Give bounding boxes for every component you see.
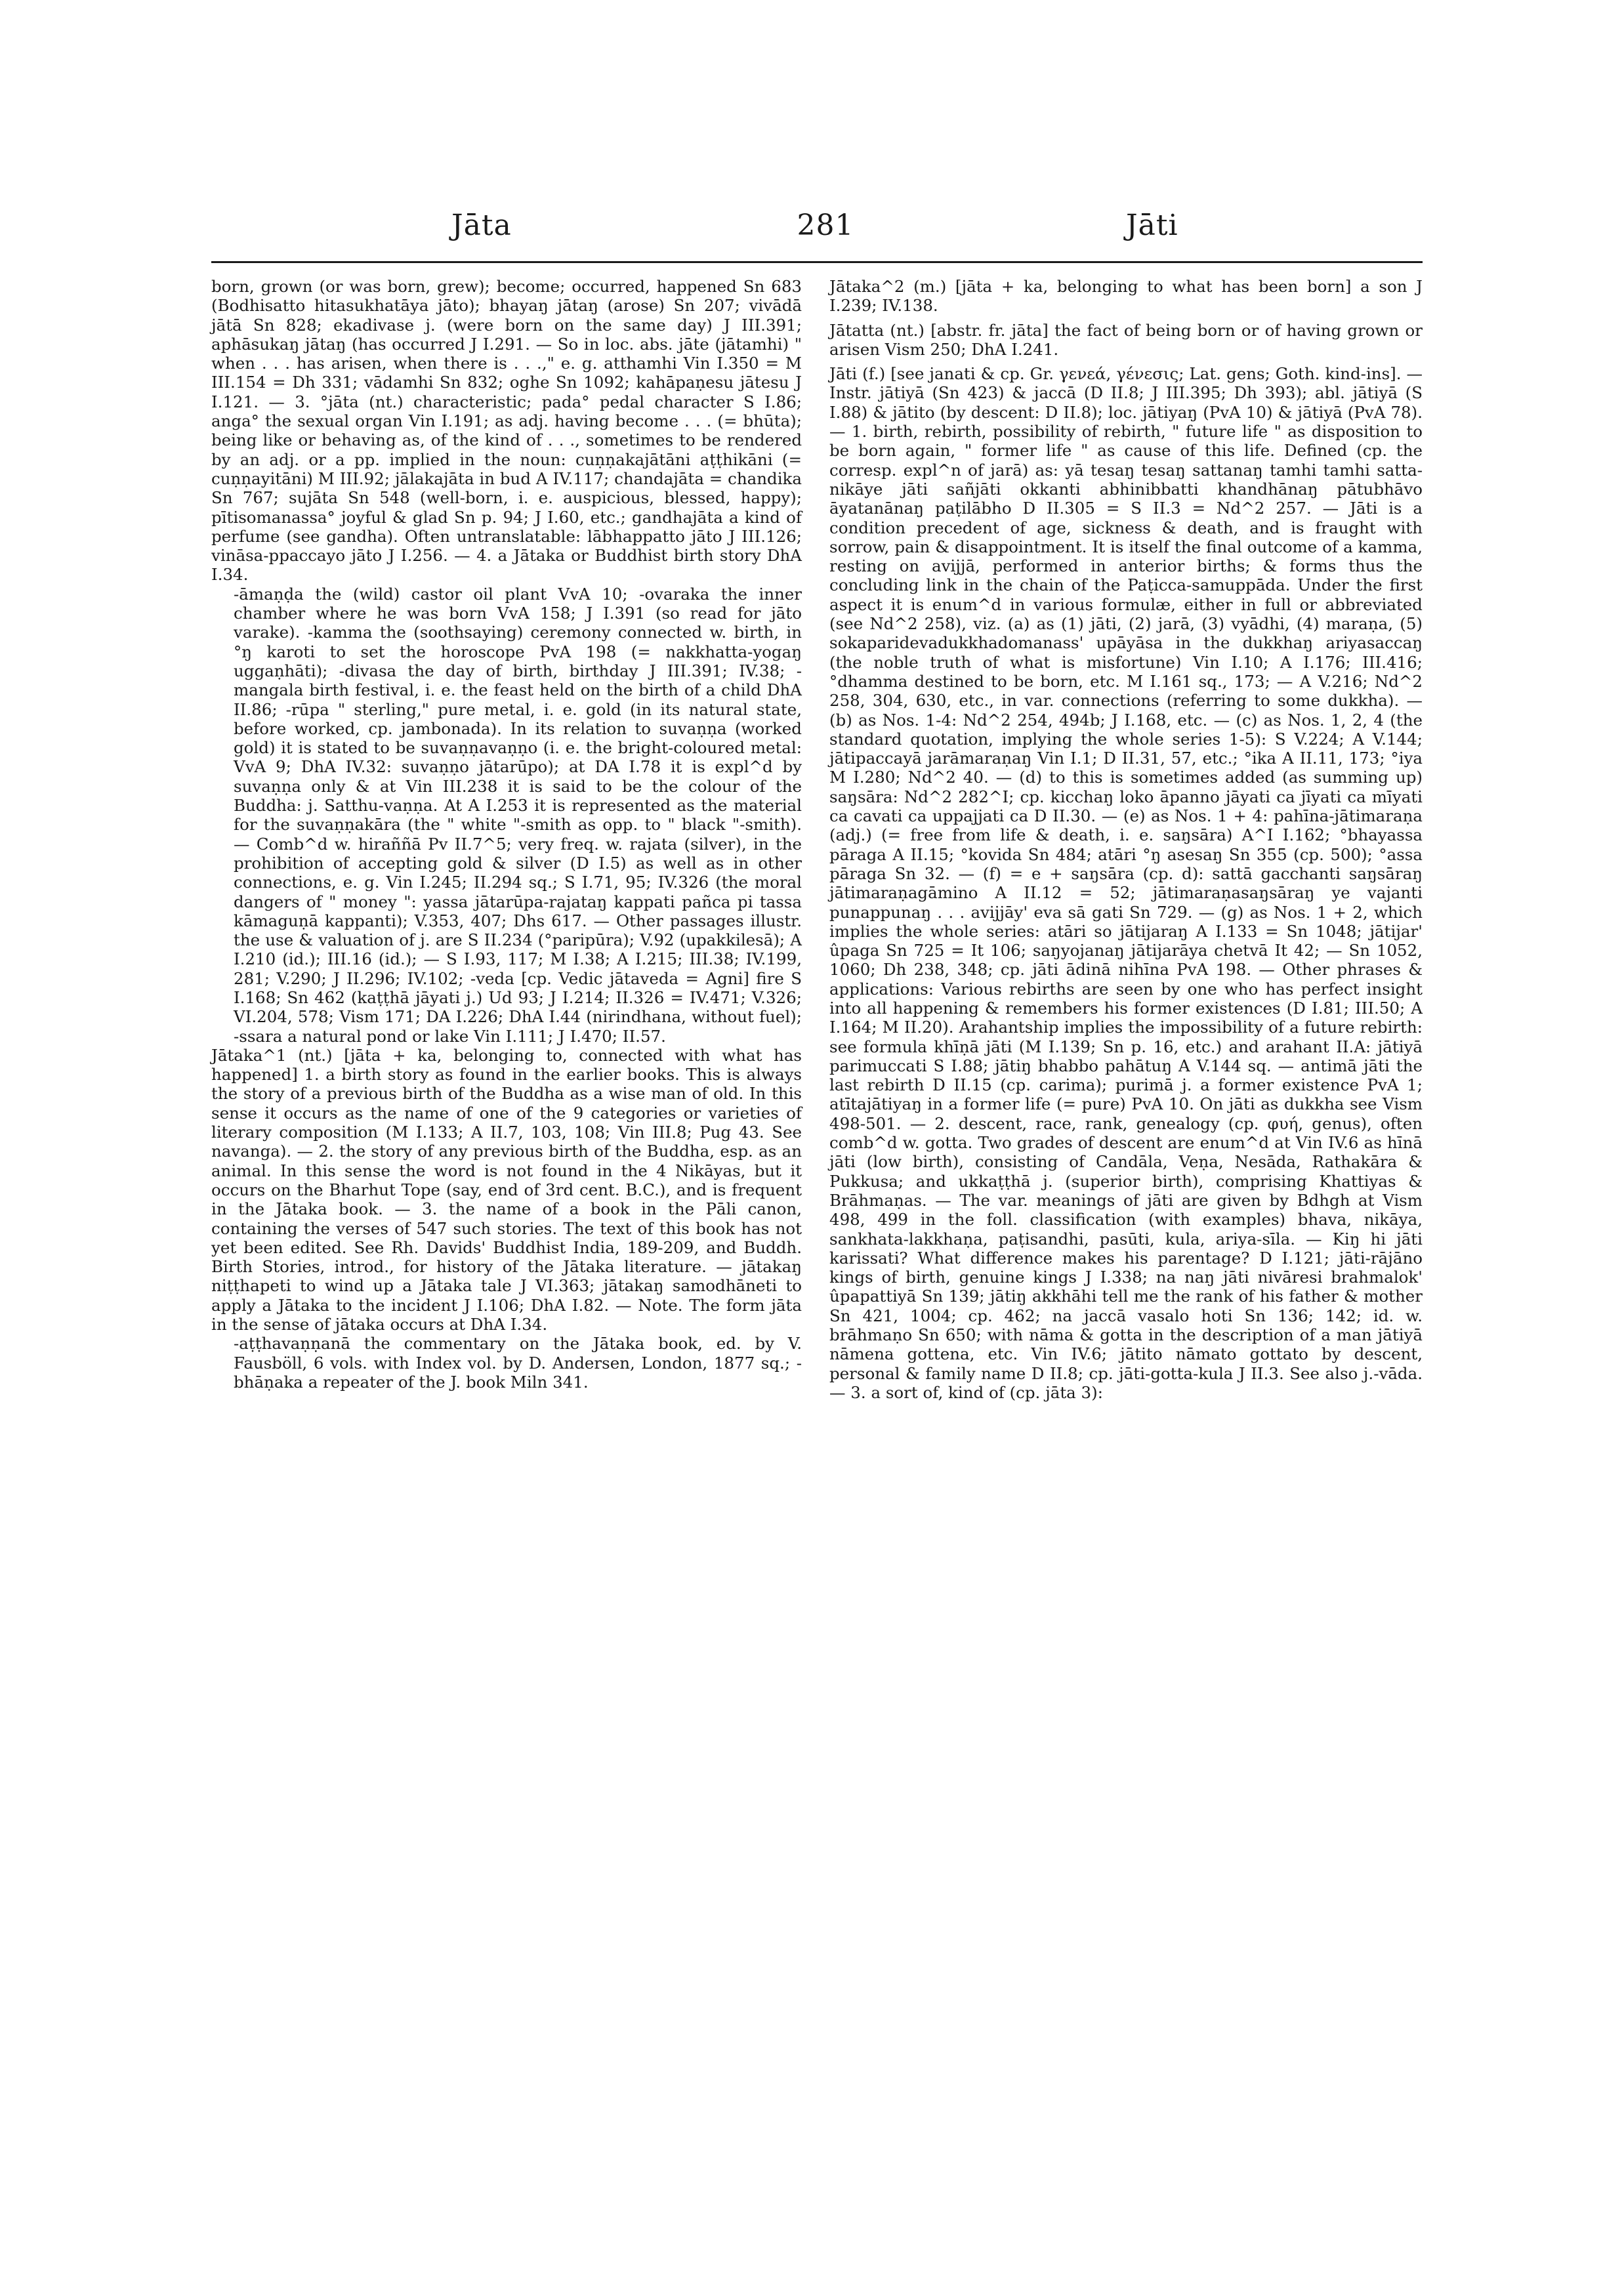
subentry-jata-compounds: -āmaṇḍa the (wild) castor oil plant VvA 10; -ovaraka the inner chamber where he was born VvA 158; J I.391 (so read for jāto varake). -kamma the (soothsaying) ceremony connected w. birth, in °ŋ karoti to set the horoscope PvA 198 (= nakkhatta-yogaŋ uggaṇhāti); -divasa the day of birth, birthday J III.391; IV.38; -mangala birth festival, i. e. the feast held on the birth of a child DhA II.86; -rūpa " sterling," pure metal, i. e. gold (in its natural state, before worked, cp. jambonada). In its relation to suvaṇṇa (worked gold) it is stated to be suvaṇṇavaṇṇo (i. e. the bright-coloured metal: VvA 9; DhA IV.32: suvaṇṇo jātarūpo); at DA I.78 it is expl^d by suvaṇṇa only & at Vin III.238 it is said to be the colour of the Buddha: j. Satthu-vaṇṇa. At A I.253 it is represented as the material for the suvaṇṇakāra (the " white "-smith as opp. to " black "-smith). — Comb^d w. hiraññā Pv II.7^5; very freq. w. rajata (silver), in the prohibition of accepting gold & silver (D I.5) as well as in other connections, e. g. Vin I.245; II.294 sq.; S I.71, 95; IV.326 (the moral dangers of " money ": yassa jātarūpa-rajataŋ kappati pañca pi tassa kāmaguṇā kappanti); V.353, 407; Dhs 617. — Other passages illustr. the use & valuation of j. are S II.234 (°paripūra); V.92 (upakkilesā); A I.210 (id.); III.16 (id.); — S I.93, 117; M I.38; A I.215; III.38; IV.199, 281; V.290; J II.296; IV.102; -veda [cp. Vedic jātaveda = Agni] fire S I.168; Sn 462 (kaṭṭhā jāyati j.) Ud 93; J I.214; II.326 = IV.471; V.326; VI.204, 578; Vism 171; DA I.226; DhA I.44 (nirindhana, without fuel); -ssara a natural pond or lake Vin I.111; J I.470; II.57. [234, 584, 802, 1046]
running-head-right: Jāti [1126, 209, 1178, 242]
subentry-jataka-compounds: -aṭṭhavaṇṇanā the commentary on the Jātaka book, ed. by V. Fausböll, 6 vols. with Index vol. by D. Andersen, London, 1877 sq.; -bhāṇaka a repeater of the J. book Miln 341. [234, 1334, 802, 1392]
right-column [829, 277, 1423, 1402]
entry-jataka-2: Jātaka^2 (m.) [jāta + ka, belonging to what has been born] a son J I.239; IV.138. [829, 277, 1423, 316]
header-rule [211, 261, 1423, 263]
entry-jata-continued: born, grown (or was born, grew); become; occurred, happened Sn 683 (Bodhisatto hitasukhatāya jāto); bhayaŋ jātaŋ (arose) Sn 207; vivādā jātā Sn 828; ekadivase j. (were born on the same day) J III.391; aphāsukaŋ jātaŋ (has occurred J I.291. — So in loc. abs. jāte (jātamhi) " when . . . has arisen, when there is . . .," e. g. atthamhi Vin I.350 = M III.154 = Dh 331; vādamhi Sn 832; oghe Sn 1092; kahāpaṇesu jātesu J I.121. — 3. °jāta (nt.) characteristic; pada° pedal character S I.86; anga° the sexual organ Vin I.191; as adj. having become . . . (= bhūta); being like or behaving as, of the kind of . . ., sometimes to be rendered by an adj. or a pp. implied in the noun: cuṇṇakajātāni aṭṭhikāni (= cuṇṇayitāni) M III.92; jālakajāta in bud A IV.117; chandajāta = chandika Sn 767; sujāta Sn 548 (well-born, i. e. auspicious, blessed, happy); pītisomanassa° joyful & glad Sn p. 94; J I.60, etc.; gandhajāta a kind of perfume (see gandha). Often untranslatable: lābhappatto jāto J III.126; vināsa-ppaccayo jāto J I.256. — 4. a Jātaka or Buddhist birth story DhA I.34. [211, 277, 802, 585]
entry-jatatta: Jātatta (nt.) [abstr. fr. jāta] the fact of being born or of having grown or arisen Vism 250; DhA I.241. [829, 320, 1423, 359]
entry-jataka-1: Jātaka^1 (nt.) [jāta + ka, belonging to, connected with what has happened] 1. a birth story as found in the earlier books. This is always the story of a previous birth of the Buddha as a wise man of old. In this sense it occurs as the name of one of the 9 categories or varieties of literary composition (M I.133; A II.7, 103, 108; Vin III.8; Pug 43. See navanga). — 2. the story of any previous birth of the Buddha, esp. as an animal. In this sense the word is not found in the 4 Nikāyas, but it occurs on the Bharhut Tope (say, end of 3rd cent. B.C.), and is frequent in the Jātaka book. — 3. the name of a book in the Pāli canon, containing the verses of 547 such stories. The text of this book has not yet been edited. See Rh. Davids' Buddhist India, 189-209, and Buddh. Birth Stories, introd., for history of the Jātaka literature. — jātakaŋ niṭṭhapeti to wind up a Jātaka tale J VI.363; jātakaŋ samodhāneti to apply a Jātaka to the incident J I.106; DhA I.82. — Note. The form jāta in the sense of jātaka occurs at DhA I.34. [211, 1045, 802, 1334]
entry-jati: Jāti (f.) [see janati & cp. Gr. γενεά, γένεσις; Lat. gens; Goth. kind-ins]. — Instr. jātiyā (Sn 423) & jaccā (D II.8; J III.395; Dh 393); abl. jātiyā (S I.88) & jātito (by descent: D II.8); loc. jātiyaŋ (PvA 10) & jātiyā (PvA 78). — 1. birth, rebirth, possibility of rebirth, " future life " as disposition to be born again, " former life " as cause of this life. Defined (cp. the corresp. expl^n of jarā) as: yā tesaŋ tesaŋ sattanaŋ tamhi tamhi satta-nikāye jāti sañjāti okkanti abhinibbatti khandhānaŋ pātubhāvo āyatanānaŋ paṭilābho D II.305 = S II.3 = Nd^2 257. — Jāti is a condition precedent of age, sickness & death, and is fraught with sorrow, pain & disappointment. It is itself the final outcome of a kamma, resting on avijjā, performed in anterior births; & forms thus the concluding link in the chain of the Paṭicca-samuppāda. Under the first aspect it is enum^d in various formulæ, either in full or abbreviated (see Nd^2 258), viz. (a) as (1) jāti, (2) jarā, (3) vyādhi, (4) maraṇa, (5) sokaparidevadukkhadomanass' upāyāsa in the dukkhaŋ ariyasaccaŋ (the noble truth of what is misfortune) Vin I.10; A I.176; III.416; °dhamma destined to be born, etc. M I.161 sq., 173; — A V.216; Nd^2 258, 304, 630, etc., in var. connections (referring to some dukkha). — (b) as Nos. 1-4: Nd^2 254, 494b; J I.168, etc. — (c) as Nos. 1, 2, 4 (the standard quotation, implying the whole series 1-5): S V.224; A V.144; jātipaccayā jarāmaraṇaŋ Vin I.1; D II.31, 57, etc.; °ika A II.11, 173; °iya M I.280; Nd^2 40. — (d) to this is sometimes added (as summing up) saŋsāra: Nd^2 282^I; cp. kicchaŋ loko āpanno jāyati ca jīyati ca mīyati ca cavati ca uppajjati ca D II.30. — (e) as Nos. 1 + 4: pahīna-jātimaraṇa (adj.) (= free from life & death, i. e. saŋsāra) A^I I.162; °bhayassa pāraga A II.15; °kovida Sn 484; atāri °ŋ asesaŋ Sn 355 (cp. 500); °assa pāraga Sn 32. — (f) = e + saŋsāra (cp. d): sattā gacchanti saŋsāraŋ jātimaraṇagāmino A II.12 = 52; jātimaraṇasaŋsāraŋ ye vajanti punappunaŋ . . . avijjāy' eva sā gati Sn 729. — (g) as Nos. 1 + 2, which implies the whole series: atāri so jātijaraŋ A I.133 = Sn 1048; jātijar' ûpaga Sn 725 = It 106; saŋyojanaŋ jātijarāya chetvā It 42; — Sn 1052, 1060; Dh 238, 348; cp. jāti ādinā nihīna PvA 198. — Other phrases & applications: Various rebirths are seen by one who has perfect insight into all happening & remembers his former existences (D I.81; III.50; A I.164; M II.20). Arahantship implies the impossibility of a future rebirth: see formula khīṇā jāti (M I.139; Sn p. 16, etc.) and arahant II.A: jātiyā parimuccati S I.88; jātiŋ bhabbo pahātuŋ A V.144 sq. — antimā jāti the last rebirth D II.15 (cp. carima); purimā j. a former existence PvA 1; atītajātiyaŋ in a former life (= pure) PvA 10. On jāti as dukkha see Vism 498-501. — 2. descent, race, rank, genealogy (cp. φυή, genus), often comb^d w. gotta. Two grades of descent are enum^d at Vin IV.6 as hīnā jāti (low birth), consisting of Candāla, Veṇa, Nesāda, Rathakāra & Pukkusa; and ukkaṭṭhā j. (superior birth), comprising Khattiyas & Brāhmaṇas. — The var. meanings of jāti are given by Bdhgh at Vism 498, 499 in the foll. classification (with examples) bhava, nikāya, sankhata-lakkhaṇa, paṭisandhi, pasūti, kula, ariya-sīla. — Kiŋ hi jāti karissati? What difference makes his parentage? D I.121; jāti-rājāno kings of birth, genuine kings J I.338; na naŋ jāti nivāresi brahmalok' ûpapattiyā Sn 139; jātiŋ akkhāhi tell me the rank of his father & mother Sn 421, 1004; cp. 462; na jaccā vasalo hoti Sn 136; 142; id. w. brāhmaṇo Sn 650; with nāma & gotta in the description of a man jātiyā nāmena gottena, etc. Vin IV.6; jātito nāmato gottato by descent, personal & family name D II.8; cp. jāti-gotta-kula J II.3. See also j.-vāda. — 3. a sort of, kind of (cp. jāta 3): [829, 364, 1423, 1402]
running-head-left: Jāta [451, 209, 512, 242]
page-number: 281 [797, 209, 854, 242]
left-column [211, 277, 802, 1392]
